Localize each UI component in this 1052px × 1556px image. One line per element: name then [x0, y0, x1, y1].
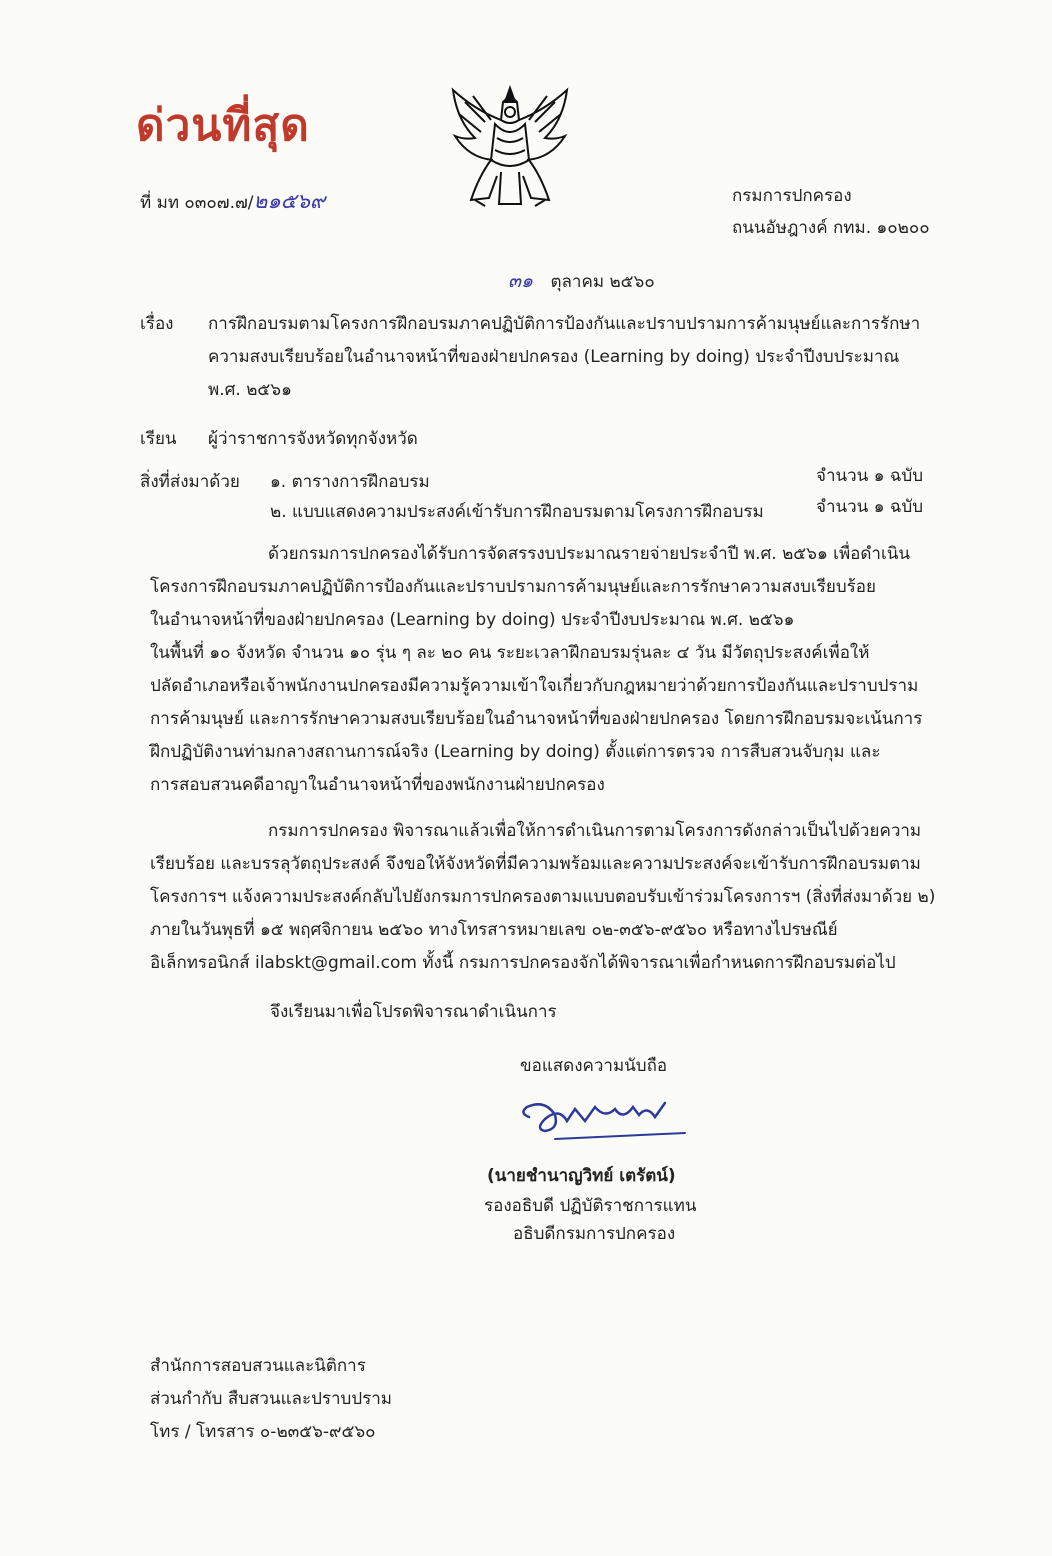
body-line: กรมการปกครอง พิจารณาแล้วเพื่อให้การดำเนินการตามโครงการดังกล่าวเป็นไปด้วยความ: [268, 821, 922, 841]
letter-date: [508, 265, 655, 299]
subject-text: [208, 308, 946, 407]
closing-request: จึงเรียนมาเพื่อโปรดพิจารณาดำเนินการ: [270, 1002, 557, 1022]
subject-label: เรื่อง: [140, 314, 174, 334]
body-line: การสอบสวนคดีอาญาในอำนาจหน้าที่ของพนักงานฝ่ายปกครอง: [150, 775, 605, 795]
issuer-address: ถนนอัษฎางค์ กทม. ๑๐๒๐๐: [732, 218, 930, 238]
subject-line: การฝึกอบรมตามโครงการฝึกอบรมภาคปฏิบัติการป้องกันและปราบปรามการค้ามนุษย์และการรักษา: [208, 314, 921, 334]
reference-prefix: ที่ มท ๐๓๐๗.๗/: [140, 193, 254, 213]
body-line: ฝึกปฏิบัติงานท่ามกลางสถานการณ์จริง (Learning by doing) ตั้งแต่การตรวจ การสืบสวนจับกุม และ: [150, 742, 881, 762]
signatory-name: (นายชำนาญวิทย์ เตรัตน์): [487, 1166, 676, 1186]
enclosure-item-text: ๒. แบบแสดงความประสงค์เข้ารับการฝึกอบรมตามโครงการฝึกอบรม: [270, 502, 764, 522]
body-line: ปลัดอำเภอหรือเจ้าพนักงานปกครองมีความรู้ความเข้าใจเกี่ยวกับกฎหมายว่าด้วยการป้องกันและปราบปราม: [150, 676, 919, 696]
body-line: ในอำนาจหน้าที่ของฝ่ายปกครอง (Learning by doing) ประจำปีงบประมาณ พ.ศ. ๒๕๖๑: [150, 610, 795, 630]
enclosure-item-count: จำนวน ๑ ฉบับ: [816, 466, 924, 486]
body-line: ในพื้นที่ ๑๐ จังหวัด จำนวน ๑๐ รุ่น ๆ ละ ๒๐ คน ระยะเวลาฝึกอบรมรุ่นละ ๔ วัน มีวัตถุประสงค์เพื่อให้: [150, 643, 870, 663]
enclosure-item-text: ๑. ตารางการฝึกอบรม: [270, 472, 430, 492]
footer-contact: โทร / โทรสาร ๐-๒๓๕๖-๙๕๖๐: [150, 1422, 376, 1442]
salutation: ขอแสดงความนับถือ: [520, 1056, 668, 1076]
addressee-label: เรียน: [140, 429, 177, 449]
body-line: ด้วยกรมการปกครองได้รับการจัดสรรงบประมาณรายจ่ายประจำปี พ.ศ. ๒๕๖๑ เพื่อดำเนิน: [268, 544, 911, 564]
reference-number: [140, 185, 325, 220]
footer-division: ส่วนกำกับ สืบสวนและปราบปราม: [150, 1389, 393, 1409]
issuer-name: กรมการปกครอง: [732, 186, 852, 206]
body-line: เรียบร้อย และบรรลุวัตถุประสงค์ จึงขอให้จังหวัดที่มีความพร้อมและความประสงค์จะเข้ารับการฝึกอบรมตาม: [150, 854, 921, 874]
enclosure-item-count: จำนวน ๑ ฉบับ: [816, 497, 924, 517]
body-line: โครงการฯ แจ้งความประสงค์กลับไปยังกรมการปกครองตามแบบตอบรับเข้าร่วมโครงการฯ (สิ่งที่ส่งมาด้วย ๒): [150, 887, 936, 907]
enclosures-label: สิ่งที่ส่งมาด้วย: [140, 472, 240, 492]
body-line: โครงการฝึกอบรมภาคปฏิบัติการป้องกันและปราบปรามการค้ามนุษย์และการรักษาความสงบเรียบร้อย: [150, 577, 876, 597]
garuda-emblem-icon: [445, 80, 575, 210]
subject-line: ความสงบเรียบร้อยในอำนาจหน้าที่ของฝ่ายปกครอง (Learning by doing) ประจำปีงบประมาณ: [208, 347, 900, 367]
subject-line: พ.ศ. ๒๕๖๑: [208, 380, 292, 400]
body-line: การค้ามนุษย์ และการรักษาความสงบเรียบร้อยในอำนาจหน้าที่ของฝ่ายปกครอง โดยการฝึกอบรมจะเน้นการ: [150, 709, 923, 729]
body-line: ภายในวันพุธที่ ๑๕ พฤศจิกายน ๒๕๖๐ ทางโทรสารหมายเลข ๐๒-๓๕๖-๙๕๖๐ หรือทางไปรษณีย์: [150, 920, 838, 940]
signatory-position-1: รองอธิบดี ปฏิบัติราชการแทน: [484, 1196, 697, 1216]
signature-icon: [515, 1095, 695, 1145]
footer-office: สำนักการสอบสวนและนิติการ: [150, 1356, 366, 1376]
body-paragraph-1: [150, 538, 945, 802]
signatory-position-2: อธิบดีกรมการปกครอง: [513, 1224, 676, 1244]
date-month-year: ตุลาคม ๒๕๖๐: [550, 272, 655, 292]
body-line: อิเล็กทรอนิกส์ ilabskt@gmail.com ทั้งนี้ กรมการปกครองจักได้พิจารณาเพื่อกำหนดการฝึกอบรมต่อไป: [150, 953, 896, 973]
date-day-handwritten: ๓๑: [508, 270, 534, 292]
body-paragraph-2: [150, 815, 945, 980]
addressee-value: ผู้ว่าราชการจังหวัดทุกจังหวัด: [208, 429, 418, 449]
urgency-stamp: ด่วนที่สุด: [136, 100, 310, 151]
reference-handwritten: ๒๑๕๖๙: [253, 189, 326, 213]
